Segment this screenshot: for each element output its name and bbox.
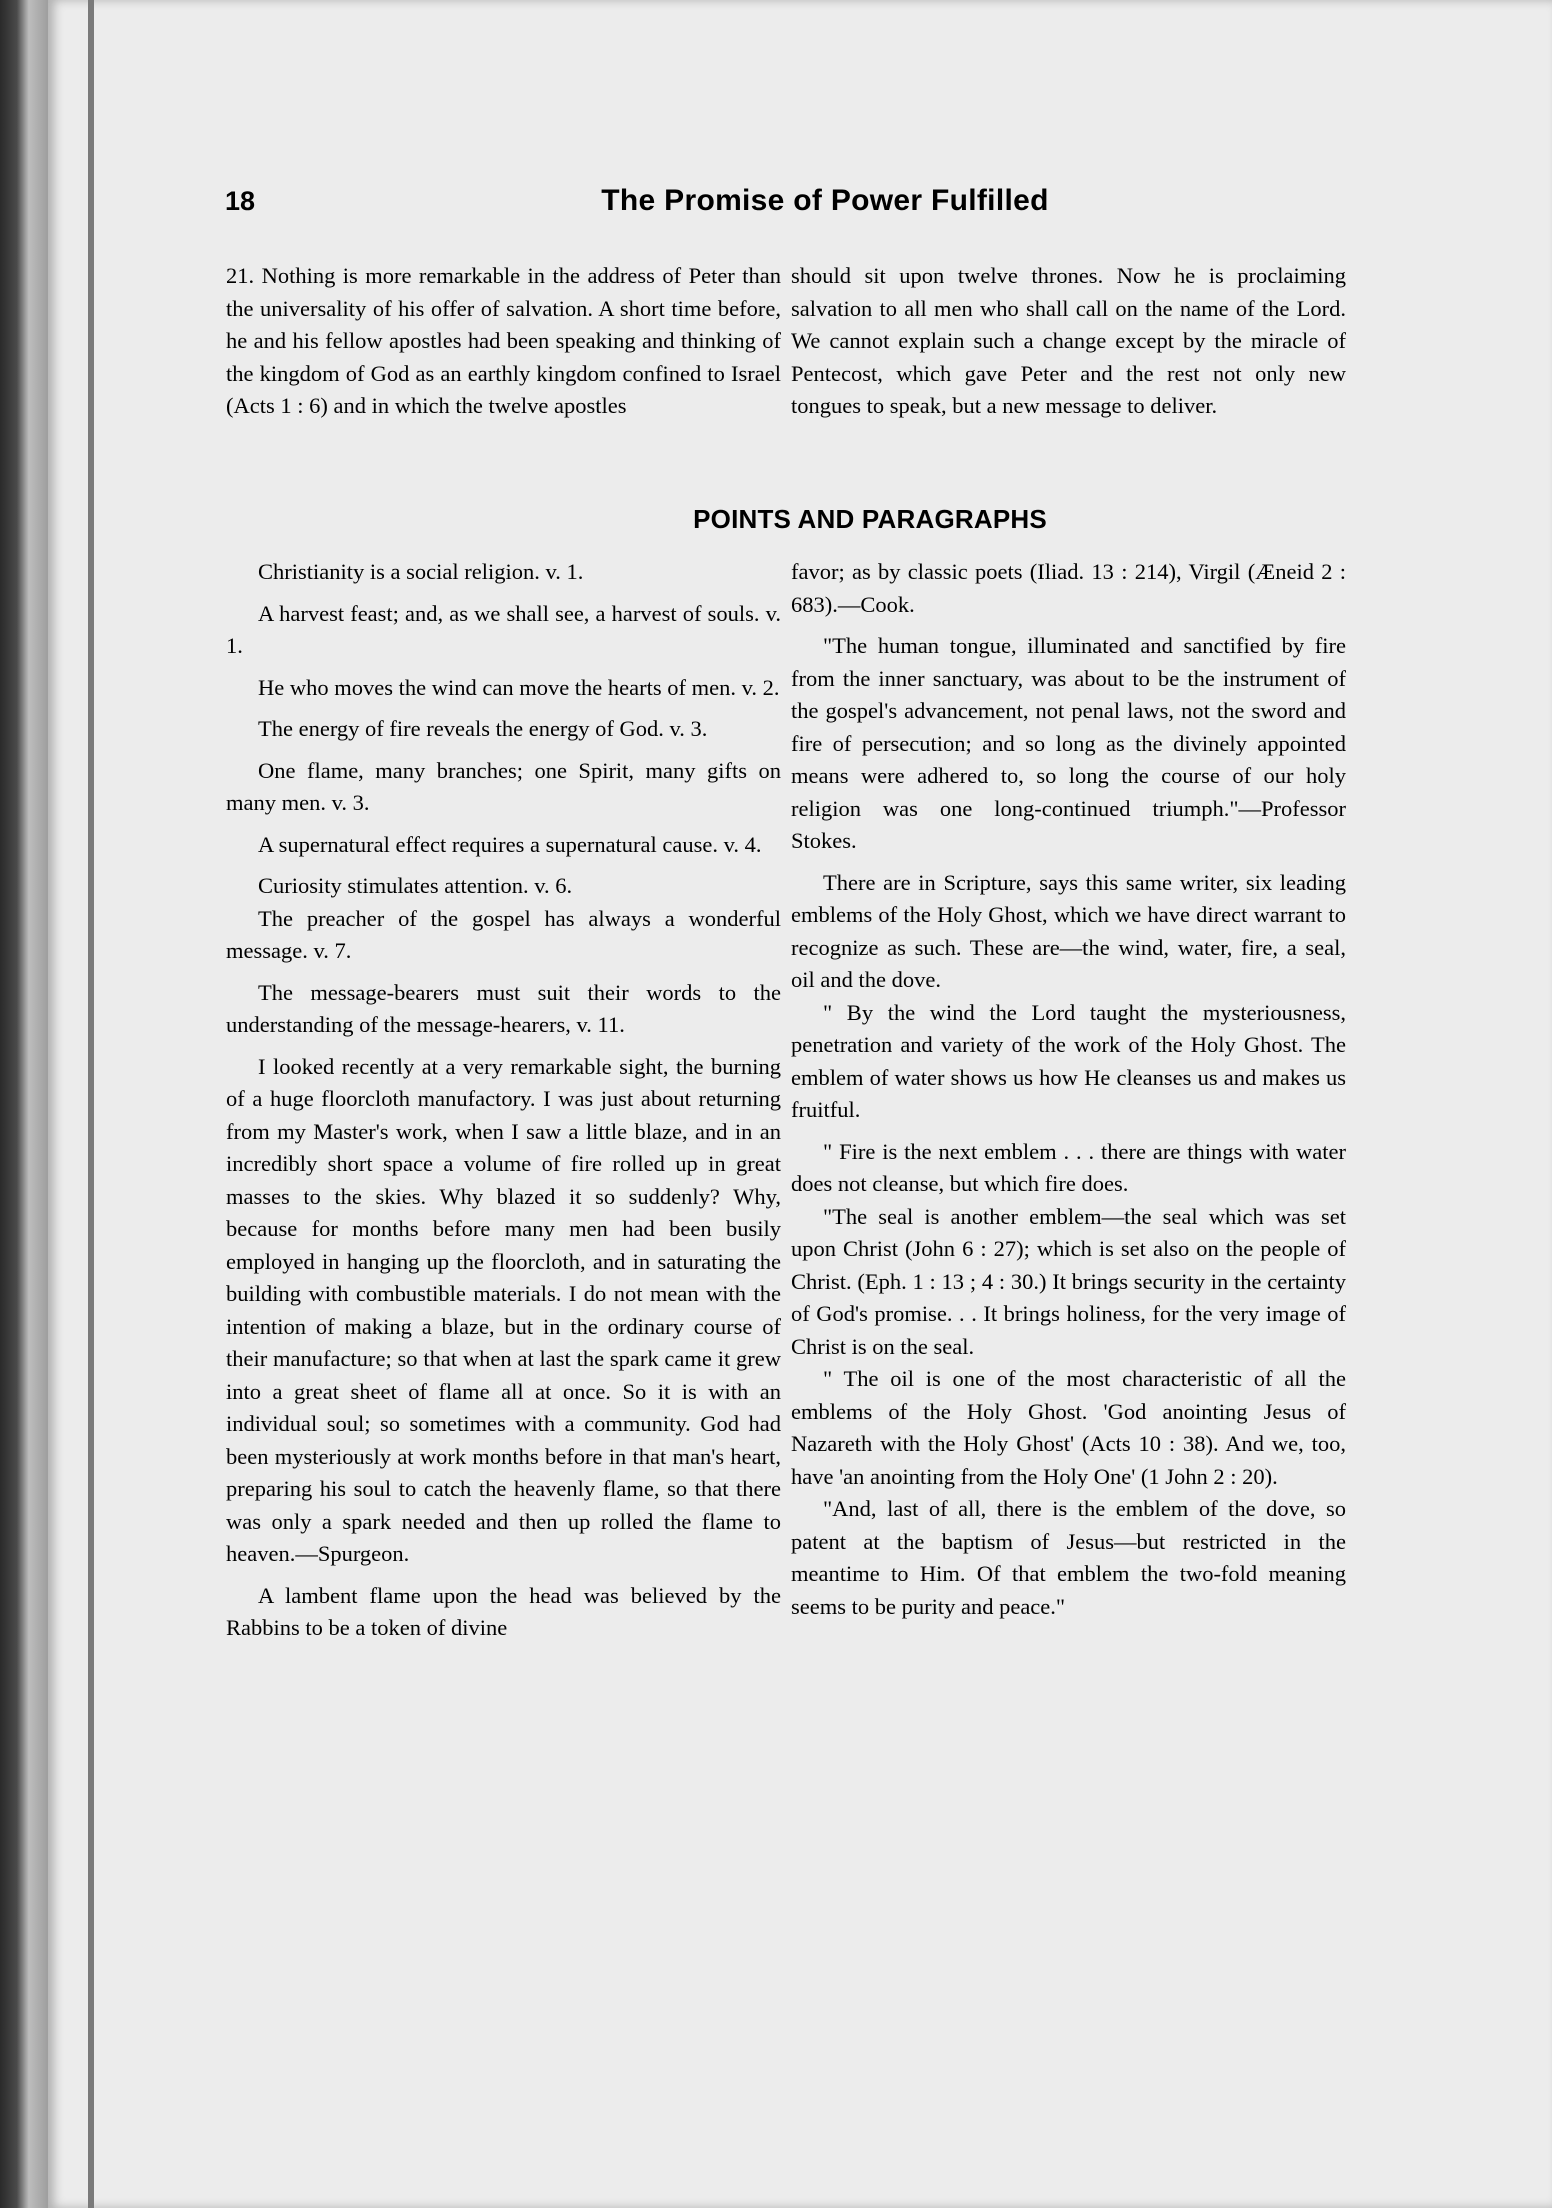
paragraph: A lambent flame upon the head was believed by the Rabbins to be a token of divine xyxy=(226,1582,781,1640)
paragraph: The preacher of the gospel has always a wonderful message. v. 7. xyxy=(226,905,781,963)
section-heading: POINTS AND PARAGRAPHS xyxy=(693,504,1047,534)
paragraph: One flame, many branches; one Spirit, many gifts on many men. v. 3. xyxy=(226,757,781,815)
paragraph: A supernatural effect requires a supernatural cause. v. 4. xyxy=(258,831,762,857)
intro-left-column xyxy=(226,260,781,432)
intro-right-column xyxy=(791,260,1346,432)
running-head: The Promise of Power Fulfilled xyxy=(601,184,1049,217)
right-column xyxy=(791,556,1346,1632)
paragraph: " Fire is the next emblem . . . there are things with water does not cleanse, but which fire does. xyxy=(791,1138,1346,1196)
paragraph: The message-bearers must suit their words to the understanding of the message-hearers, v. 11. xyxy=(226,979,781,1037)
paragraph: There are in Scripture, says this same writer, six leading emblems of the Holy Ghost, which we have direct warrant to recognize as such. These are—the wind, water, fire, a seal, oil and the dove. xyxy=(791,869,1346,992)
paragraph: I looked recently at a very remarkable sight, the burning of a huge floorcloth manufactory. I was just about returning from my Master's work, when I saw a little blaze, and in an incredibly short space a volume of fire rolled up in great masses to the skies. Why blazed it so suddenly? Why, because for months before many men had been busily employed in hanging up the floorcloth, and in saturating the building with combustible materials. I do not mean with the intention of making a blaze, but in the ordinary course of their manufacture; so that when at last the spark came it grew into a great sheet of flame all at once. So it is with an individual soul; so sometimes with a community. God had been mysteriously at work months before in that man's heart, preparing his soul to catch the heavenly flame, so that there was only a spark needed and then up rolled the flame to heaven.—Spurgeon. xyxy=(226,1053,781,1566)
page-spine-shadow xyxy=(88,0,94,2208)
paragraph: The energy of fire reveals the energy of God. v. 3. xyxy=(258,716,708,741)
paragraph: Christianity is a social religion. v. 1. xyxy=(258,559,584,584)
paragraph: "The human tongue, illuminated and sanctified by fire from the inner sanctuary, was about to be the instrument of the gospel's advancement, not penal laws, not the sword and fire of persecution; and so long as the divinely appointed means were adhered to, so long the course of our holy religion was one long-continued triumph."—Professor Stokes. xyxy=(791,633,1346,853)
scan-left-edge xyxy=(0,0,48,2208)
intro-paragraph-left: 21. Nothing is more remarkable in the address of Peter than the universality of his offer of salvation. A short time before, he and his fellow apostles had been speaking and thinking of the kingdom of God as an earthly kingdom confined to Israel (Acts 1 : 6) and in which the twelve apostles xyxy=(226,263,781,418)
paragraph: He who moves the wind can move the hearts of men. v. 2. xyxy=(258,674,780,700)
paragraph: "The seal is another emblem—the seal which was set upon Christ (John 6 : 27); which is set also on the people of Christ. (Eph. 1 : 13 ; 4 : 30.) It brings security in the certainty of God's promise. . . It brings holiness, for the very image of Christ is on the seal. xyxy=(791,1203,1346,1359)
paragraph: favor; as by classic poets (Iliad. 13 : 214), Virgil (Æneid 2 : 683).—Cook. xyxy=(791,559,1346,617)
paragraph: Curiosity stimulates attention. v. 6. xyxy=(258,873,573,898)
paragraph: " The oil is one of the most characteristic of all the emblems of the Holy Ghost. 'God anointing Jesus of Nazareth with the Holy Ghost' (Acts 10 : 38). And we, too, have 'an anointing from the Holy One' (1 John 2 : 20). xyxy=(791,1366,1346,1489)
paragraph: " By the wind the Lord taught the mysteriousness, penetration and variety of the work of the Holy Ghost. The emblem of water shows us how He cleanses us and makes us fruitful. xyxy=(791,999,1346,1122)
paragraph: A harvest feast; and, as we shall see, a harvest of souls. v. 1. xyxy=(226,600,781,658)
intro-paragraph-right: should sit upon twelve thrones. Now he is proclaiming salvation to all men who shall call on the name of the Lord. We cannot explain such a change except by the miracle of Pentecost, which gave Peter and the rest not only new tongues to speak, but a new message to deliver. xyxy=(791,263,1346,418)
paragraph: "And, last of all, there is the emblem of the dove, so patent at the baptism of Jesus—but restricted in the meantime to Him. Of that emblem the two-fold meaning seems to be purity and peace." xyxy=(791,1496,1346,1619)
page-number: 18 xyxy=(225,186,256,216)
left-column xyxy=(226,556,781,1654)
